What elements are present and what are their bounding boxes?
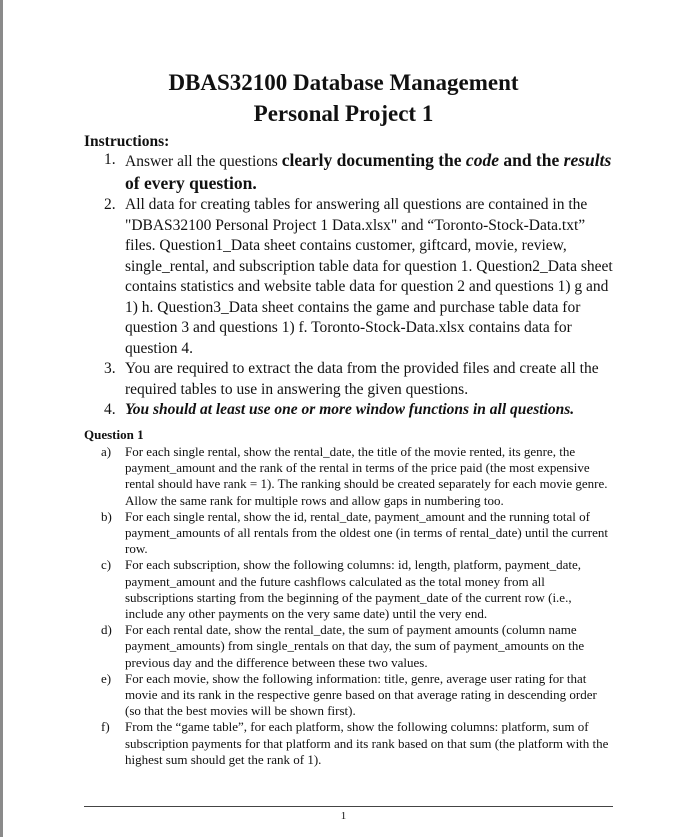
- instructions-heading: Instructions:: [84, 133, 170, 150]
- instruction-emphasis: of every question.: [125, 172, 257, 193]
- question-text: For each single rental, show the rental_date, the title of the movie rented, its genre, the payment_amount and the rank of the rental in terms of the price paid (the most expensive rental should have rank = 1). The ranking should be created separately for each movie genre. Allow the same rank for multiple rows and allow gaps in numbering too.: [125, 444, 608, 508]
- question-letter: b): [101, 508, 112, 524]
- instruction-number: 2.: [104, 196, 116, 213]
- instruction-text: You should at least use one or more window functions in all questions.: [125, 401, 575, 418]
- question-text: For each subscription, show the following columns: id, length, platform, payment_date, payment_amount and the future cashflows calculated as the total money from all subscriptions starting from the beginning of the payment_date of the current row (i.e., include any other payments on the very same date) until the very end.: [125, 557, 582, 622]
- instruction-text: Answer all the questions: [125, 153, 282, 170]
- footer-divider: [84, 806, 613, 807]
- instruction-emphasis: and the: [498, 150, 564, 170]
- question-text: For each rental date, show the rental_date, the sum of payment amounts (column name payment_amounts) from single_rentals on that day, the sum of payment_amounts on the previous day and the difference between these two values.: [125, 622, 585, 670]
- instruction-emphasis: clearly documenting the: [281, 150, 466, 170]
- question-letter: e): [101, 670, 112, 686]
- instruction-item: [104, 150, 614, 195]
- instruction-text: You are required to extract the data from the provided files and create all the required tables to use in answering the given questions.: [125, 360, 599, 398]
- instruction-item: [104, 195, 614, 359]
- question1-heading: Question 1: [84, 427, 144, 442]
- question-letter: c): [101, 557, 112, 573]
- question-item: [101, 719, 613, 768]
- document-title-line1: DBAS32100 Database Management: [168, 70, 519, 95]
- instruction-item: [104, 359, 614, 400]
- question-text: From the “game table”, for each platform, show the following columns: platform, sum of subscription payments for that platform and its rank based on that sum (the platform with the highest sum should get the rank of 1).: [125, 719, 609, 767]
- instruction-item: [104, 400, 614, 421]
- instructions-list: [104, 150, 614, 421]
- question-item: [101, 671, 613, 720]
- instruction-number: 4.: [104, 401, 116, 418]
- instruction-number: 1.: [104, 151, 116, 168]
- page-number: 1: [340, 810, 347, 822]
- question-item: [101, 444, 613, 509]
- question-item: [101, 622, 613, 671]
- question-letter: f): [101, 719, 110, 735]
- question-letter: a): [101, 444, 112, 459]
- document-title-line2: Personal Project 1: [253, 101, 434, 126]
- instruction-emphasis-results: results: [563, 150, 612, 170]
- question1-list: [101, 444, 613, 768]
- instruction-text: All data for creating tables for answering all questions are contained in the "DBAS32100 Personal Project 1 Data.xlsx" and “Toronto-Stock-Data.txt” files. Question1_Data sheet contains customer, giftcard, movie, review, single_rental, and subscription table data for question 1. Question2_Data sheet contains statistics and website table data for question 2 and questions 1) g and 1) h. Question3_Data sheet contains the game and purchase table data for question 3 and questions 1) f. Toronto-Stock-Data.xlsx contains data for question 4.: [125, 196, 613, 357]
- question-text: For each movie, show the following information: title, genre, average user rating for that movie and its rank in the respective genre based on that average rating in descending order (so that the best movies will be shown first).: [125, 670, 597, 719]
- question-letter: d): [101, 622, 112, 638]
- instruction-number: 3.: [104, 360, 116, 377]
- instruction-emphasis-code: code: [465, 150, 499, 170]
- question-item: [101, 557, 613, 622]
- question-item: [101, 509, 613, 558]
- question-text: For each single rental, show the id, rental_date, payment_amount and the running total of payment_amounts of all rentals from the oldest one (in terms of rental_date) until the current row.: [125, 508, 609, 557]
